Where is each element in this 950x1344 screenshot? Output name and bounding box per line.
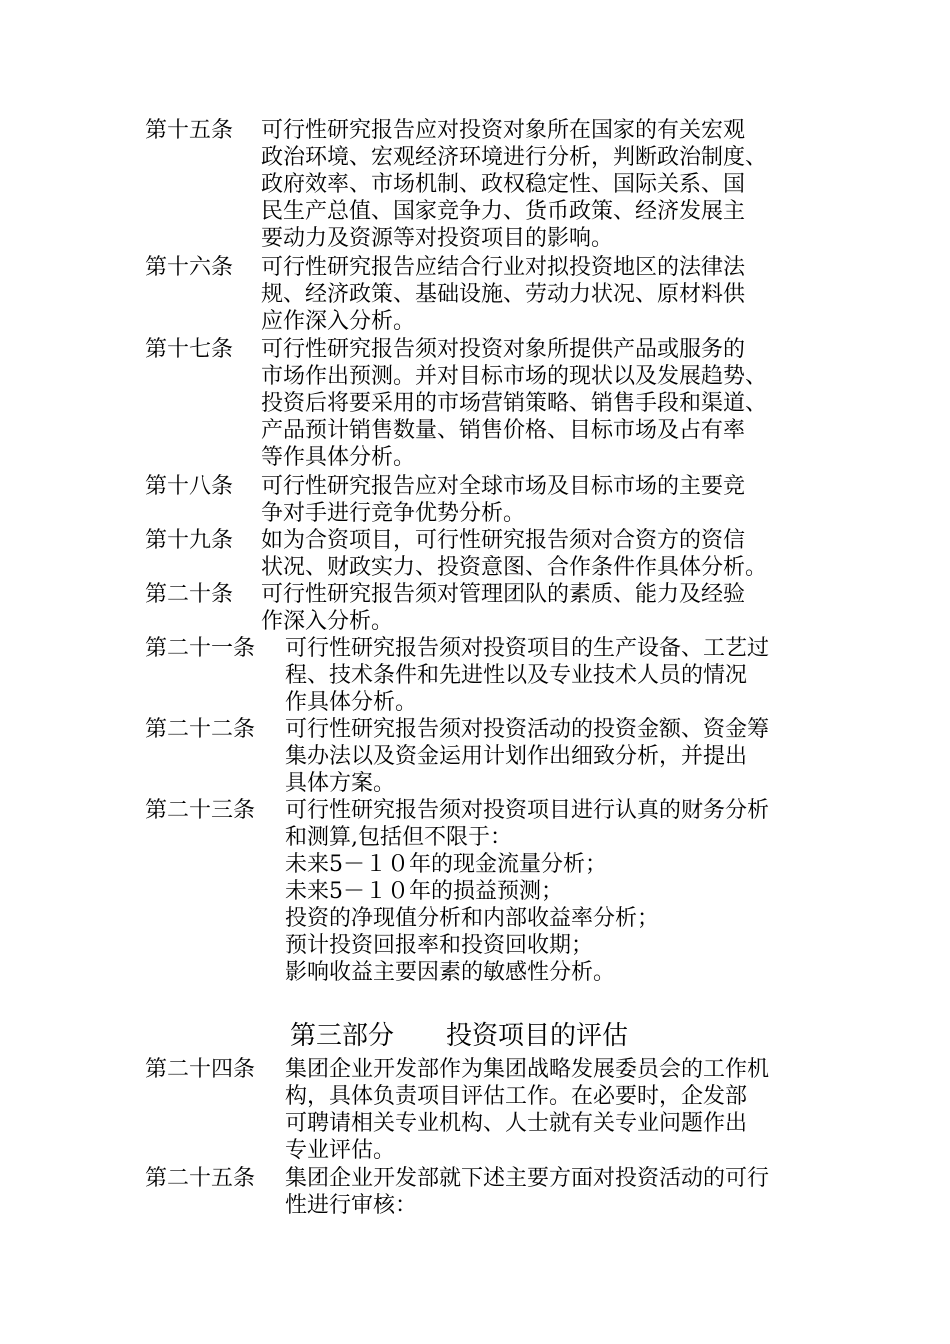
text-line: 投资的净现值分析和内部收益率分析； [285, 906, 660, 931]
article-24 [145, 1056, 825, 1164]
text-line: 政治环境、宏观经济环境进行分析，判断政治制度、 [261, 145, 768, 170]
article-body [261, 473, 825, 527]
text-line: 要动力及资源等对投资项目的影响。 [261, 226, 614, 251]
article-number: 第二十四条 [145, 1057, 256, 1082]
text-line: 可行性研究报告应结合行业对拟投资地区的法律法 [261, 255, 746, 280]
text-line: 可行性研究报告须对投资对象所提供产品或服务的 [261, 337, 746, 362]
text-line: 具体方案。 [285, 771, 396, 796]
text-line: 性进行审核： [285, 1193, 418, 1218]
article-number: 第二十条 [145, 582, 234, 607]
text-line: 集团企业开发部作为集团战略发展委员会的工作机 [285, 1057, 770, 1082]
article-body [261, 117, 825, 252]
text-line: 争对手进行竞争优势分析。 [261, 501, 526, 526]
text-line: 如为合资项目，可行性研究报告须对合资方的资信 [261, 528, 746, 553]
article-number: 第二十三条 [145, 798, 256, 823]
text-line: 投资后将要采用的市场营销策略、销售手段和渠道、 [261, 391, 768, 416]
article-number: 第二十一条 [145, 636, 256, 661]
article-18 [145, 473, 825, 527]
article-body [285, 1165, 825, 1219]
text-line: 作深入分析。 [261, 609, 394, 634]
text-line: 民生产总值、国家竞争力、货币政策、经济发展主 [261, 199, 746, 224]
text-line: 专业评估。 [285, 1138, 396, 1163]
text-line: 未来5－１０年的损益预测； [285, 879, 563, 904]
text-line: 和测算,包括但不限于： [285, 825, 512, 850]
article-body [261, 336, 825, 471]
article-body [261, 527, 825, 581]
text-line: 规、经济政策、基础设施、劳动力状况、原材料供 [261, 282, 746, 307]
article-body [285, 1056, 825, 1164]
article-number: 第十六条 [145, 255, 234, 280]
text-line: 可行性研究报告须对管理团队的素质、能力及经验 [261, 582, 746, 607]
article-number: 第二十五条 [145, 1166, 256, 1191]
text-line: 可行性研究报告须对投资活动的投资金额、资金筹 [285, 717, 770, 742]
text-line: 程、技术条件和先进性以及专业技术人员的情况 [285, 663, 748, 688]
article-15 [145, 117, 825, 252]
text-line: 可行性研究报告须对投资项目的生产设备、工艺过 [285, 636, 770, 661]
article-23 [145, 797, 825, 986]
article-body [261, 254, 825, 335]
text-line: 预计投资回报率和投资回收期； [285, 933, 594, 958]
article-number: 第十七条 [145, 337, 234, 362]
article-number: 第二十二条 [145, 717, 256, 742]
text-line: 等作具体分析。 [261, 445, 416, 470]
article-16 [145, 254, 825, 335]
article-body [285, 716, 825, 797]
text-line: 构，具体负责项目评估工作。在必要时，企发部 [285, 1084, 748, 1109]
text-line: 市场作出预测。并对目标市场的现状以及发展趋势、 [261, 364, 768, 389]
article-21 [145, 635, 825, 716]
article-number: 第十八条 [145, 474, 234, 499]
article-19 [145, 527, 825, 581]
text-line: 影响收益主要因素的敏感性分析。 [285, 960, 616, 985]
text-line: 集团企业开发部就下述主要方面对投资活动的可行 [285, 1166, 770, 1191]
article-22 [145, 716, 825, 797]
article-body [261, 581, 825, 635]
section-title: 投资项目的评估 [446, 1021, 629, 1051]
section-heading [290, 1020, 628, 1052]
article-number: 第十五条 [145, 118, 234, 143]
text-line: 政府效率、市场机制、政权稳定性、国际关系、国 [261, 172, 746, 197]
article-20 [145, 581, 825, 635]
text-line: 可行性研究报告须对投资项目进行认真的财务分析 [285, 798, 770, 823]
section-part: 第三部分 [290, 1021, 395, 1051]
article-body [285, 797, 825, 986]
text-line: 可行性研究报告应对投资对象所在国家的有关宏观 [261, 118, 746, 143]
article-17 [145, 336, 825, 471]
article-body [285, 635, 825, 716]
text-line: 集办法以及资金运用计划作出细致分析，并提出 [285, 744, 748, 769]
text-line: 可行性研究报告应对全球市场及目标市场的主要竞 [261, 474, 746, 499]
text-line: 产品预计销售数量、销售价格、目标市场及占有率 [261, 418, 746, 443]
text-line: 应作深入分析。 [261, 309, 416, 334]
article-25 [145, 1165, 825, 1219]
article-number: 第十九条 [145, 528, 234, 553]
text-line: 未来5－１０年的现金流量分析； [285, 852, 607, 877]
text-line: 可聘请相关专业机构、人士就有关专业问题作出 [285, 1111, 748, 1136]
text-line: 作具体分析。 [285, 690, 418, 715]
text-line: 状况、财政实力、投资意图、合作条件作具体分析。 [261, 555, 768, 580]
